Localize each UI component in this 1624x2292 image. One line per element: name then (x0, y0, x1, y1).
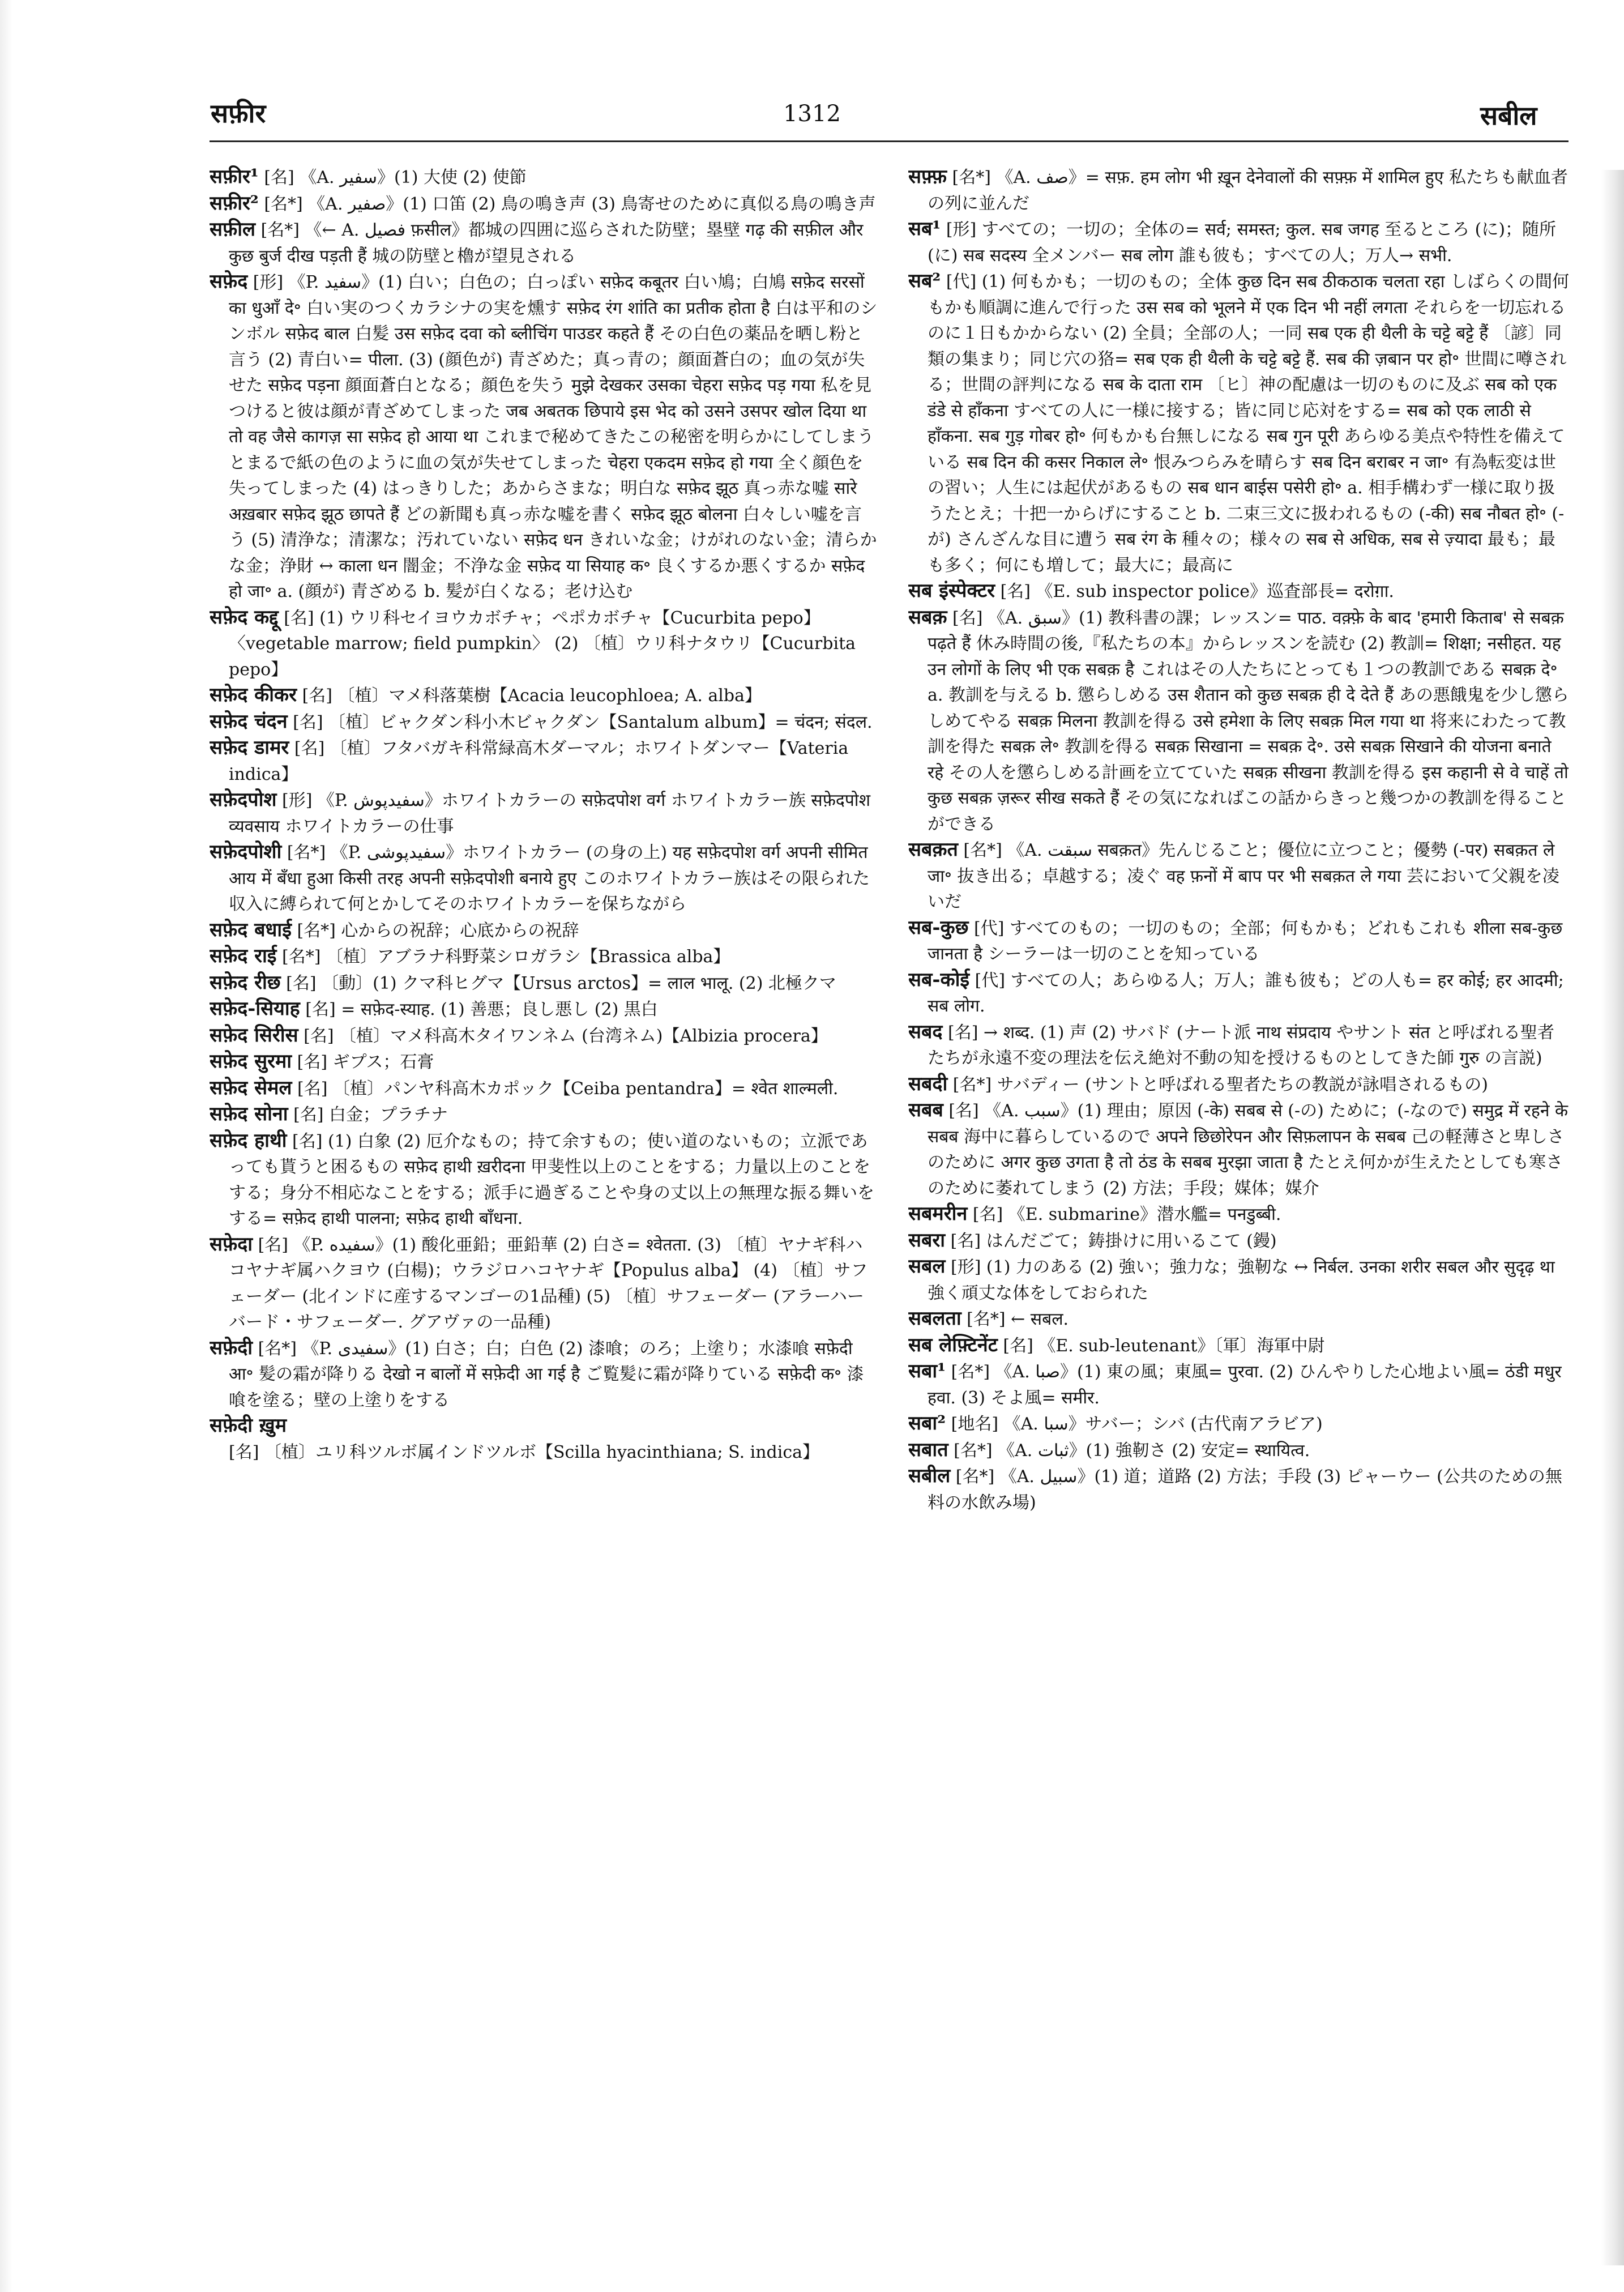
entry-definition: [名*] 《A. صف》= सफ़. हम लोग भी ख़ून देनेवालों की सफ़्फ़ में शामिल हुए 私たちも献血者の列に並んだ (928, 168, 1568, 214)
dictionary-entry (908, 915, 1570, 967)
entry-definition: [名] 《A. سبب》(1) 理由；原因 (-के) सबब से (-の) ために；(-なので) समुद्र में रहने के सबब 海中に暮らしているので अपने छिछोरेपन और सिफ़लापन के सबब 己の軽薄さと卑しさのために अगर कुछ उगता है तो ठंड के सबब मुरझा जाता है たとえ何かが生えたとしても寒さのために萎れてしまう (2) 方法；手段；媒体；媒介 (928, 1101, 1569, 1198)
dictionary-entry (908, 1228, 1570, 1254)
entry-definition: [名*] サバディー (サントと呼ばれる聖者たちの教説が詠唱されるもの) (947, 1074, 1488, 1095)
dictionary-entry (908, 605, 1570, 838)
entry-headword: सफ़ेद राई (210, 945, 277, 967)
dictionary-entry (210, 1075, 878, 1102)
entry-headword: सफ़ील (210, 218, 256, 241)
entry-headword: सफ़ेद सिरीस (210, 1023, 298, 1047)
dictionary-entry (908, 1098, 1570, 1201)
entry-headword: सबक़ (908, 605, 947, 629)
entry-definition: [名] 〔植〕マメ科高木タイワンネム (台湾ネム)【Albizia procera】 (298, 1026, 828, 1046)
entry-definition: [名] 〔動〕(1) クマ科ヒグマ【Ursus arctos】= लाल भालू. (2) 北極クマ (280, 973, 836, 993)
entry-headword: सबल (908, 1255, 946, 1278)
scan-edge-left (0, 0, 12, 2292)
entry-definition: [名] 《P. سفیده》(1) 酸化亜鉛；亜鉛華 (2) 白さ= श्वेतता. (3) 〔植〕ヤナギ科ハコヤナギ属ハクヨウ (白楊)；ウラジロハコヤナギ【Populus alba】 (4) 〔植〕サフェーダー (北インドに産するマンゴーの1品種) (5) 〔植〕サフェーダー (アラーハーバード・サフェーダー. グアヴァの一品種) (229, 1235, 868, 1332)
entry-definition: [名] はんだごて；鋳掛けに用いるこて (鏝) (945, 1231, 1277, 1251)
entry-definition: [名] 白金；プラチナ (288, 1105, 448, 1125)
entry-headword: सफ़ेद सुरमा (210, 1050, 292, 1073)
dictionary-entry (210, 735, 878, 787)
dictionary-entry (210, 1049, 878, 1075)
dictionary-entry (210, 839, 878, 917)
header-left-guide-word: सफ़ीर (211, 98, 266, 129)
dictionary-entry (908, 216, 1570, 268)
entry-definition: [名*] 《A. سبیل》(1) 道；道路 (2) 方法；手段 (3) ピャーウー (公共のための無料の水飲み場) (928, 1467, 1562, 1513)
dictionary-entry (210, 269, 878, 605)
right-column (908, 164, 1570, 2226)
entry-headword: सब-कोई (908, 968, 970, 991)
dictionary-entry (908, 1333, 1570, 1359)
entry-definition: [名] 〔植〕ビャクダン科小木ビャクダン【Santalum album】= चंदन; संदल. (287, 712, 873, 732)
entry-definition: [名] 《E. sub inspector police》巡査部長= दरोग़ा. (995, 582, 1394, 601)
dictionary-entry (210, 1023, 878, 1049)
entry-definition: [名] (1) 白象 (2) 厄介なもの；持て余すもの；使い道のないもの；立派であっても貰うと困るもの सफ़ेद हाथी ख़रीदना 甲斐性以上のことをする；力量以上のことをする；身分不相応なことをする；派手に過ぎることや身の丈以上の無理な振る舞いをする= सफ़ेद हाथी पालना; सफ़ेद हाथी बाँधना. (229, 1131, 874, 1228)
dictionary-entry (210, 917, 878, 944)
dictionary-entry (908, 578, 1570, 605)
entry-headword: सबरा (908, 1228, 946, 1252)
dictionary-entry (908, 967, 1570, 1019)
entry-headword: सबब (908, 1099, 943, 1121)
dictionary-entry (210, 970, 878, 997)
entry-definition: [名] 《A. سفیر》(1) 大使 (2) 使節 (258, 168, 527, 187)
dictionary-entry (908, 1072, 1570, 1098)
entry-definition: [名*] 《P. سفیدپوشی》ホワイトカラー (の身の上) यह सफ़ेदपोश वर्ग अपनी सीमित आय में बँधा हुआ किसी तरह अपनी सफ़ेदपोशी बनाये हुए このホワイトカラー族はその限られた収入に縛られて何とかしてそのホワイトカラーを保ちながら (229, 843, 870, 914)
entry-headword: सबा¹ (908, 1360, 946, 1382)
dictionary-entry (210, 682, 878, 709)
entry-definition: [名*] 《A. ثبات》(1) 強靭さ (2) 安定= स्थायित्व. (948, 1440, 1310, 1461)
entry-headword: सफ़ेद रीछ (210, 971, 281, 994)
entry-definition: [名] ギプス；石膏 (292, 1052, 434, 1072)
dictionary-entry (908, 1254, 1570, 1306)
dictionary-entry (210, 191, 878, 217)
dictionary-entry (908, 1359, 1570, 1411)
header-right-guide-word: सबील (1480, 100, 1537, 131)
entry-headword: सफ़ेद सोना (210, 1103, 288, 1125)
entry-headword: सफ़ेदपोश (210, 788, 277, 811)
entry-definition: [形] すべての；一切の；全体の= सर्व; समस्त; कुल. सब जगह 至るところ (に)；随所 (に) सब सदस्य 全メンバー सब लोग 誰も彼も；すべての人；万人→ सभी. (928, 220, 1557, 266)
entry-headword: सफ़ेदा (210, 1232, 253, 1256)
entry-definition: [形] (1) 力のある (2) 強い；強力な；強靭な ↔ निर्बल. उनका शरीर सबल और सुदृढ़ था 強く頑丈な体をしておられた (928, 1257, 1555, 1303)
entry-headword: सब² (908, 270, 941, 292)
entry-headword: सफ़ेद सेमल (210, 1076, 292, 1099)
entry-headword: सफ़ेदी (210, 1336, 253, 1359)
header-divider (210, 140, 1569, 142)
entry-headword: सफ़ीर² (210, 191, 259, 215)
entry-headword: सफ़ेद (210, 270, 248, 293)
entry-definition: [形] 《P. سفید》(1) 白い；白色の；白っぽい सफ़ेद कबूतर 白い鳩；白鳩 सफ़ेद सरसों का धुआँ दे॰ 白い実のつくカラシナの実を燻す सफ़ेद रंग शांति का प्रतीक होता है 白は平和のシンボル सफ़ेद बाल 白髪 उस सफ़ेद दवा को ब्लीचिंग पाउडर कहते हैं その白色の薬品を晒し粉と言う (2) 青白い= पीला. (3) (顔色が) 青ざめた；真っ青の；顔面蒼白の；血の気が失せた सफ़ेद पड़ना 顔面蒼白となる；顔色を失う मुझे देखकर उसका चेहरा सफ़ेद पड़ गया 私を見つけると彼は顔が青ざめてしまった जब अबतक छिपाये इस भेद को उसने उसपर खोल दिया था तो वह जैसे कागज़ सा सफ़ेद हो आया था これまで秘めてきたこの秘密を明らかにしてしまうとまるで紙の色のように血の気が失せてしまった चेहरा एकदम सफ़ेद हो गया 全く顔色を失ってしまった (4) はっきりした；あからさまな；明白な सफ़ेद झूठ 真っ赤な嘘 सारे अख़बार सफ़ेद झूठ छापते हैं どの新聞も真っ赤な嘘を書く सफ़ेद झूठ बोलना 白々しい嘘を言う (5) 清浄な；清潔な；汚れていない सफ़ेद धन きれいな金；けがれのない金；清らかな金；浄財 ↔ काला धन 闇金；不浄な金 सफ़ेद या सियाह क॰ 良くするか悪くするか सफ़ेद हो जा॰ a. (顔が) 青ざめる b. 髪が白くなる；老け込む (229, 272, 878, 601)
entry-definition: [名] = सफ़ेद-स्याह. (1) 善悪；良し悪し (2) 黒白 (300, 1000, 658, 1019)
entry-definition: [名*] 《A. صفیر》(1) 口笛 (2) 鳥の鳴き声 (3) 鳥寄せのために真似る鳥の鳴き声 (258, 194, 876, 214)
entry-definition: [名*] 《A. صبا》(1) 東の風；東風= पुरवा. (2) ひんやりした心地よい風= ठंडी मधुर हवा. (3) そよ風= समीर. (928, 1362, 1562, 1408)
entry-definition: [名] 《A. سبق》(1) 教科書の課；レッスン= पाठ. वक़्फ़े के बाद 'हमारी किताब' से सबक़ पढ़ते हैं 休み時間の後,『私たちの本』からレッスンを読む (2) 教訓= शिक्षा; नसीहत. यह उन लोगों के लिए भी एक सबक़ है これはその人たちにとっても１つの教訓である सबक़ दे॰ a. 教訓を与える b. 懲らしめる उस शैतान को कुछ सबक़ ही दे देते हैं あの悪餓鬼を少し懲らしめてやる सबक़ मिलना 教訓を得る उसे हमेशा के लिए सबक़ मिल गया था 将来にわたって教訓を得た सबक़ ले॰ 教訓を得る सबक़ सिखाना = सबक़ दे॰. उसे सबक़ सिखाने की योजना बनाते रहे その人を懲らしめる計画を立てていた सबक़ सीखना 教訓を得る इस कहानी से वे चाहें तो कुछ सबक़ ज़रूर सीख सकते हैं その気になればこの話からきっと幾つかの教訓を得ることができる (928, 608, 1569, 834)
entry-headword: सब¹ (908, 217, 941, 240)
entry-headword: सब-कुछ (908, 916, 969, 939)
entry-definition: [代] (1) 何もかも；一切のもの；全体 कुछ दिन सब ठीकठाक चलता रहा しばらくの間何もかも順調に進んで行った उस सब को भूलने में एक दिन भी नहीं लगता それらを一切忘れるのに１日もかからない (2) 全員；全部の人；一同 सब एक ही थैली के चट्टे बट्टे हैं 〔諺〕同類の集まり；同じ穴の狢= सब एक ही थैली के चट्टे बट्टे हैं. सब की ज़बान पर हो॰ 世間に噂される；世間の評判になる सब के दाता राम 〔ヒ〕神の配慮は一切のものに及ぶ सब को एक डंडे से हाँकना すべての人に一様に接する；皆に同じ応対をする= सब को एक लाठी से हाँकना. सब गुड़ गोबर हो॰ 何もかも台無しになる सब गुन पूरी あらゆる美点や特性を備えている सब दिन की कसर निकाल ले॰ 恨みつらみを晴らす सब दिन बराबर न जा॰ 有為転変は世の習い；人生には起伏があるもの सब धान बाईस पसेरी हो॰ a. 相手構わず一様に取り扱うたとえ；十把一からげにすること b. 二束三文に扱われるもの (-की) सब नौबत हो॰ (-が) さんざんな目に遭う सब रंग के 種々の；様々の सब से अधिक, सब से ज़्यादा 最も；最も多く；何にも増して；最大に；最高に (928, 272, 1570, 575)
entry-definition: [名*] ← सबल. (961, 1309, 1069, 1329)
dictionary-entry (908, 268, 1570, 578)
entry-definition: [代] すべての人；あらゆる人；万人；誰も彼も；どの人も= हर कोई; हर आदमी; सब लोग. (928, 970, 1564, 1016)
dictionary-entry (210, 996, 878, 1023)
entry-headword: सब इंस्पेक्टर (908, 579, 995, 602)
entry-headword: सफ़्फ़ (908, 165, 947, 188)
entry-definition: [地名] 《A. سبا》サバー；シバ (古代南アラビア) (946, 1414, 1323, 1434)
entry-headword: सबमरीन (908, 1202, 968, 1225)
dictionary-entry (210, 1413, 878, 1465)
dictionary-entry (210, 1232, 878, 1335)
dictionary-entry (908, 1411, 1570, 1437)
entry-headword: सफ़ेद बधाई (210, 918, 292, 941)
dictionary-entry (210, 605, 878, 683)
entry-headword: सब लेफ़्टिनेंट (908, 1333, 998, 1356)
dictionary-entry (908, 1437, 1570, 1464)
entry-definition: [名] 〔植〕ユリ科ツルボ属インドツルボ【Scilla hyacinthiana; S. indica】 (229, 1442, 820, 1462)
page-number: 1312 (783, 101, 841, 127)
entry-headword: सफ़ेदी ख़ुम (210, 1414, 287, 1437)
entry-headword: सबदी (908, 1072, 948, 1095)
entry-headword: सफ़ीर¹ (210, 165, 259, 188)
entry-headword: सफ़ेद डामर (210, 736, 289, 759)
entry-headword: सफ़ेद-सियाह (210, 997, 300, 1020)
scan-edge-right (1601, 170, 1624, 2265)
entry-definition: [名*] 心からの祝辞；心底からの祝辞 (291, 920, 579, 941)
dictionary-entry (908, 1463, 1570, 1516)
entry-definition: [名] 〔植〕マメ科落葉樹【Acacia leucophloea; A. alba】 (297, 686, 762, 706)
dictionary-entry (908, 1306, 1570, 1333)
entry-definition: [名*] 《← A. فصیل फ़सील》都城の四囲に巡らされた防壁；塁壁 गढ़ की सफ़ील और कुछ बुर्ज दीख पड़ती हैं 城の防壁と櫓が望見される (229, 220, 864, 266)
dictionary-entry (210, 1335, 878, 1414)
entry-headword: सबील (908, 1465, 951, 1487)
entry-headword: सबा² (908, 1412, 946, 1435)
dictionary-entry (908, 1019, 1570, 1072)
entry-definition: [名] 《E. sub-leutenant》〔軍〕海軍中尉 (997, 1335, 1325, 1356)
entry-definition: [形] 《P. سفیدپوش》ホワイトカラーの सफ़ेदपोश वर्ग ホワイトカラー族 सफ़ेदपोश व्यवसाय ホワイトカラーの仕事 (229, 791, 870, 836)
left-column (210, 164, 878, 2226)
dictionary-entry (210, 164, 878, 191)
entry-definition: [名] 《E. submarine》潜水艦= पनडुब्बी. (967, 1205, 1281, 1224)
entry-headword: सफ़ेद चंदन (210, 710, 288, 733)
dictionary-entry (210, 944, 878, 970)
entry-definition: [名] 〔植〕フタバガキ科常緑高木ダーマル；ホワイトダンマー【Vateria indica】 (229, 739, 849, 784)
dictionary-entry (908, 164, 1570, 216)
entry-headword: सबद (908, 1020, 943, 1043)
entry-definition: [代] すべてのもの；一切のもの；全部；何もかも；どれもこれも शीला सब-कुछ जानता है シーラーは一切のことを知っている (928, 918, 1563, 964)
entry-definition: [名*] 《P. سفیدی》(1) 白さ；白；白色 (2) 漆喰；のろ；上塗り；水漆喰 सफ़ेदी आ॰ 髪の霜が降りる देखो न बालों में सफ़ेदी आ गई है ご覧髪に霜が降りている सफ़ेदी क॰ 漆喰を塗る；壁の上塗りをする (229, 1338, 864, 1410)
entry-definition: [名*] 《A. سبقت सबक़त》先んじること；優位に立つこと；優勢 (-पर) सबक़त ले जा॰ 抜き出る；卓越する；凌ぐ वह फ़नों में बाप पर भी सबक़त ले गया 芸において父親を凌いだ (928, 840, 1559, 912)
dictionary-entry (210, 709, 878, 736)
entry-definition: [名] 〔植〕パンヤ科高木カポック【Ceiba pentandra】= श्वेत शाल्मली. (292, 1078, 839, 1099)
entry-definition: [名] → शब्द. (1) 声 (2) サバド (ナート派 नाथ संप्रदाय やサント संत と呼ばれる聖者たちが永遠不変の理法を伝え絶対不動の知を授けるものとしてきた師 गुरु の言説) (928, 1022, 1555, 1068)
entry-definition: [名*] 〔植〕アブラナ科野菜シロガラシ【Brassica alba】 (276, 947, 730, 967)
entry-headword: सबात (908, 1438, 948, 1461)
entry-headword: सबक़त (908, 838, 958, 861)
dictionary-entry (210, 787, 878, 839)
entry-headword: सफ़ेदपोशी (210, 840, 282, 863)
dictionary-entry (210, 217, 878, 269)
dictionary-entry (210, 1102, 878, 1128)
entry-headword: सफ़ेद कद्दू (210, 605, 279, 629)
entry-headword: सफ़ेद हाथी (210, 1129, 287, 1152)
entry-headword: सबलता (908, 1307, 961, 1330)
entry-definition: [名] (1) ウリ科セイヨウカボチャ；ペポカボチャ【Cucurbita pepo】〈vegetable marrow; field pumpkin〉 (2) 〔植〕ウリ科ナタウリ【Cucurbita pepo】 (229, 608, 856, 680)
entry-headword: सफ़ेद कीकर (210, 684, 297, 706)
dictionary-entry (908, 1201, 1570, 1228)
dictionary-entry (210, 1128, 878, 1232)
dictionary-entry (908, 837, 1570, 915)
